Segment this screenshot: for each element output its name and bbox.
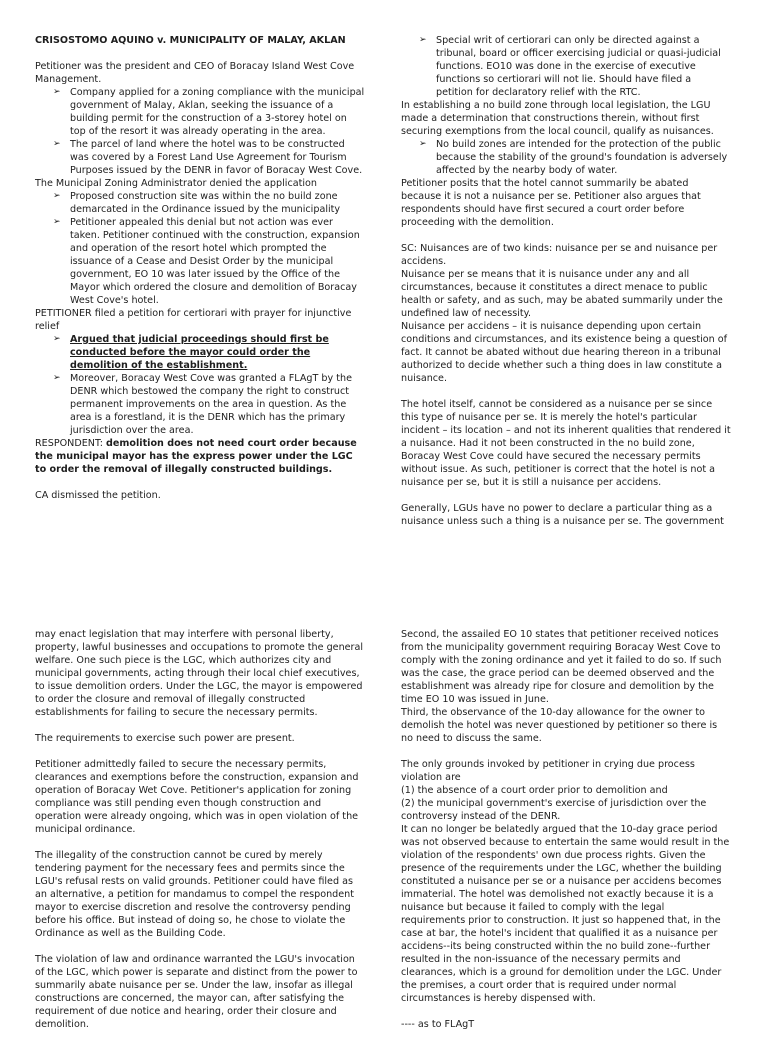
- list-item: ➢ The parcel of land where the hotel was to be constructed was covered by a Forest Land Use Agreement for Tourism Purposes issued by the DENR in favor of Boracay West Cove.: [53, 139, 363, 176]
- bullet-list: [401, 138, 731, 177]
- paragraph: The illegality of the construction cannot be cured by merely tendering payment for the necessary fees and permits since the LGU's refusal rests on valid grounds. Petitioner could have filed as an alternative, a petition for mandamus to compel the respondent mayor to exercise discretion and resolve the controversy pending before his office. But instead of doing so, he chose to violate the Ordinance as well as the Building Code.: [35, 850, 355, 939]
- emphasized-argument: Argued that judicial proceedings should first be conducted before the mayor could order the demolition of the establishment.: [70, 334, 329, 371]
- paragraph: The only grounds invoked by petitioner in crying due process violation are: [401, 759, 695, 783]
- paragraph: Second, the assailed EO 10 states that petitioner received notices from the municipality government requiring Boracay West Cove to comply with the zoning ordinance and yet it failed to do so. If such was the case, the grace period can be deemed observed and the establishment was already ripe for closure and demolition by the time EO 10 was issued in June.: [401, 629, 722, 705]
- bullet-list: [35, 333, 365, 437]
- arrow-bullet-icon: ➢: [53, 87, 61, 97]
- list-item: ➢ Proposed construction site was within the no build zone demarcated in the Ordinance issued by the municipality: [53, 191, 341, 215]
- paragraph: The hotel itself, cannot be considered as a nuisance per se since this type of nuisance per se. It is merely the hotel's particular incident – its location – and not its inherent qualities that rendered it a nuisance. Had it not been constructed in the no build zone, Boracay West Cove could have secured the necessary permits without issue. As such, petitioner is correct that the hotel is not a nuisance per se, but it is still a nuisance per accidens.: [401, 399, 731, 488]
- arrow-bullet-icon: ➢: [53, 373, 61, 383]
- paragraph: PETITIONER filed a petition for certiorari with prayer for injunctive relief: [35, 308, 352, 332]
- paragraph: ---- as to FLAgT: [401, 1019, 475, 1030]
- arrow-bullet-icon: ➢: [53, 139, 61, 149]
- bullet-list: [35, 86, 365, 177]
- paragraph: CA dismissed the petition.: [35, 490, 161, 501]
- respondent-label: RESPONDENT:: [35, 438, 107, 449]
- paragraph: may enact legislation that may interfere with personal liberty, property, lawful businesses and occupations to promote the general welfare. One such piece is the LGC, which authorizes city and municipal governments, acting through their local chief executives, to issue demolition orders. Under the LGC, the mayor is empowered to order the closure and removal of illegally constructed establishments for failing to secure the necessary permits.: [35, 629, 364, 718]
- page-1-right-column: [401, 34, 731, 541]
- paragraph: Nuisance per accidens – it is nuisance depending upon certain conditions and circumstances, and its existence being a question of fact. It cannot be abated without due hearing thereon in a tribunal authorized to decide whether such a thing does in law constitute a nuisance.: [401, 321, 728, 384]
- document-page-2: [0, 620, 768, 1030]
- list-item: ➢ Company applied for a zoning compliance with the municipal government of Malay, Aklan, seeking the issuance of a building permit for the construction of a 3-storey hotel on top of the resort it was already operating in the area.: [53, 87, 365, 137]
- case-title: CRISOSTOMO AQUINO v. MUNICIPALITY OF MALAY, AKLAN: [35, 35, 346, 46]
- list-item: [35, 333, 365, 372]
- arrow-bullet-icon: ➢: [53, 191, 61, 201]
- page-2-right-column: [401, 628, 731, 1044]
- list-item: ➢ Special writ of certiorari can only be directed against a tribunal, board or officer exercising judicial or quasi-judicial functions. EO10 was done in the exercise of executive functions so certiorari will not lie. Should have filed a petition for declaratory relief with the RTC.: [419, 35, 721, 98]
- paragraph: (2) the municipal government's exercise of jurisdiction over the controversy instead of the DENR.: [401, 798, 707, 822]
- arrow-bullet-icon: ➢: [53, 217, 61, 227]
- paragraph: Third, the observance of the 10-day allowance for the owner to demolish the hotel was never questioned by petitioner so there is no need to discuss the same.: [401, 707, 718, 744]
- paragraph: (1) the absence of a court order prior to demolition and: [401, 785, 668, 796]
- bullet-list: [401, 34, 731, 99]
- paragraph: Nuisance per se means that it is nuisance under any and all circumstances, because it constitutes a direct menace to public health or safety, and as such, may be abated summarily under the undefined law of necessity.: [401, 269, 723, 319]
- paragraph: Petitioner posits that the hotel cannot summarily be abated because it is not a nuisance per se. Petitioner also argues that respondents should have first secured a court order before proceeding with the demolition.: [401, 178, 701, 228]
- arrow-bullet-icon: ➢: [419, 139, 427, 149]
- bullet-list: [35, 190, 365, 307]
- arrow-bullet-icon: ➢: [53, 334, 61, 344]
- paragraph: In establishing a no build zone through local legislation, the LGU made a determination that constructions therein, without first securing exemptions from the local council, qualify as nuisances.: [401, 100, 714, 137]
- list-item: ➢ Moreover, Boracay West Cove was granted a FLAgT by the DENR which bestowed the company the right to construct permanent improvements on the area in question. As the area is a forestland, it is the DENR which has the primary jurisdiction over the area.: [53, 373, 352, 436]
- respondent-argument: demolition does not need court order because the municipal mayor has the express power under the LGC to order the removal of illegally constructed buildings.: [35, 438, 357, 475]
- paragraph: The Municipal Zoning Administrator denied the application: [35, 178, 317, 189]
- list-item: ➢ No build zones are intended for the protection of the public because the stability of the ground's foundation is adversely affected by the nearby body of water.: [419, 139, 728, 176]
- page-gap: [0, 600, 768, 620]
- paragraph: SC: Nuisances are of two kinds: nuisance per se and nuisance per accidens.: [401, 243, 718, 267]
- paragraph: Petitioner was the president and CEO of Boracay Island West Cove Management.: [35, 61, 355, 85]
- page-1-left-column: [35, 34, 365, 515]
- paragraph: Petitioner admittedly failed to secure the necessary permits, clearances and exemptions before the construction, expansion and operation of Boracay Wet Cove. Petitioner's application for zoning compliance was still pending even though construction and operation were already ongoing, which was in open violation of the municipal ordinance.: [35, 759, 359, 835]
- paragraph: The violation of law and ordinance warranted the LGU's invocation of the LGC, which power is separate and distinct from the power to summarily abate nuisance per se. Under the law, insofar as illegal constructions are concerned, the mayor can, after satisfying the requirement of due notice and hearing, order their closure and demolition.: [35, 954, 358, 1030]
- paragraph: Generally, LGUs have no power to declare a particular thing as a nuisance unless such a thing is a nuisance per se. The government: [401, 503, 724, 527]
- paragraph: It can no longer be belatedly argued that the 10-day grace period was not observed because to entertain the same would result in the violation of the respondents' own due process rights. Given the presence of the requirements under the LGC, whether the building constituted a nuisance per se or a nuisance per accidens becomes immaterial. The hotel was demolished not exactly because it is a nuisance but because it failed to comply with the legal requirements prior to construction. It just so happened that, in the case at bar, the hotel's incident that qualified it as a nuisance per accidens--its being constructed within the no build zone--further resulted in the non-issuance of the necessary permits and clearances, which is a ground for demolition under the LGC. Under the premises, a court order that is required under normal circumstances is hereby dispensed with.: [401, 824, 730, 1004]
- respondent-paragraph: [35, 437, 365, 476]
- list-item: ➢ Petitioner appealed this denial but not action was ever taken. Petitioner continued with the construction, expansion and operation of the resort hotel which prompted the issuance of a Cease and Desist Order by the municipal government, EO 10 was later issued by the Office of the Mayor which ordered the closure and demolition of Boracay West Cove's hotel.: [53, 217, 360, 306]
- arrow-bullet-icon: ➢: [419, 35, 427, 45]
- page-2-left-column: [35, 628, 365, 1044]
- paragraph: The requirements to exercise such power are present.: [35, 733, 295, 744]
